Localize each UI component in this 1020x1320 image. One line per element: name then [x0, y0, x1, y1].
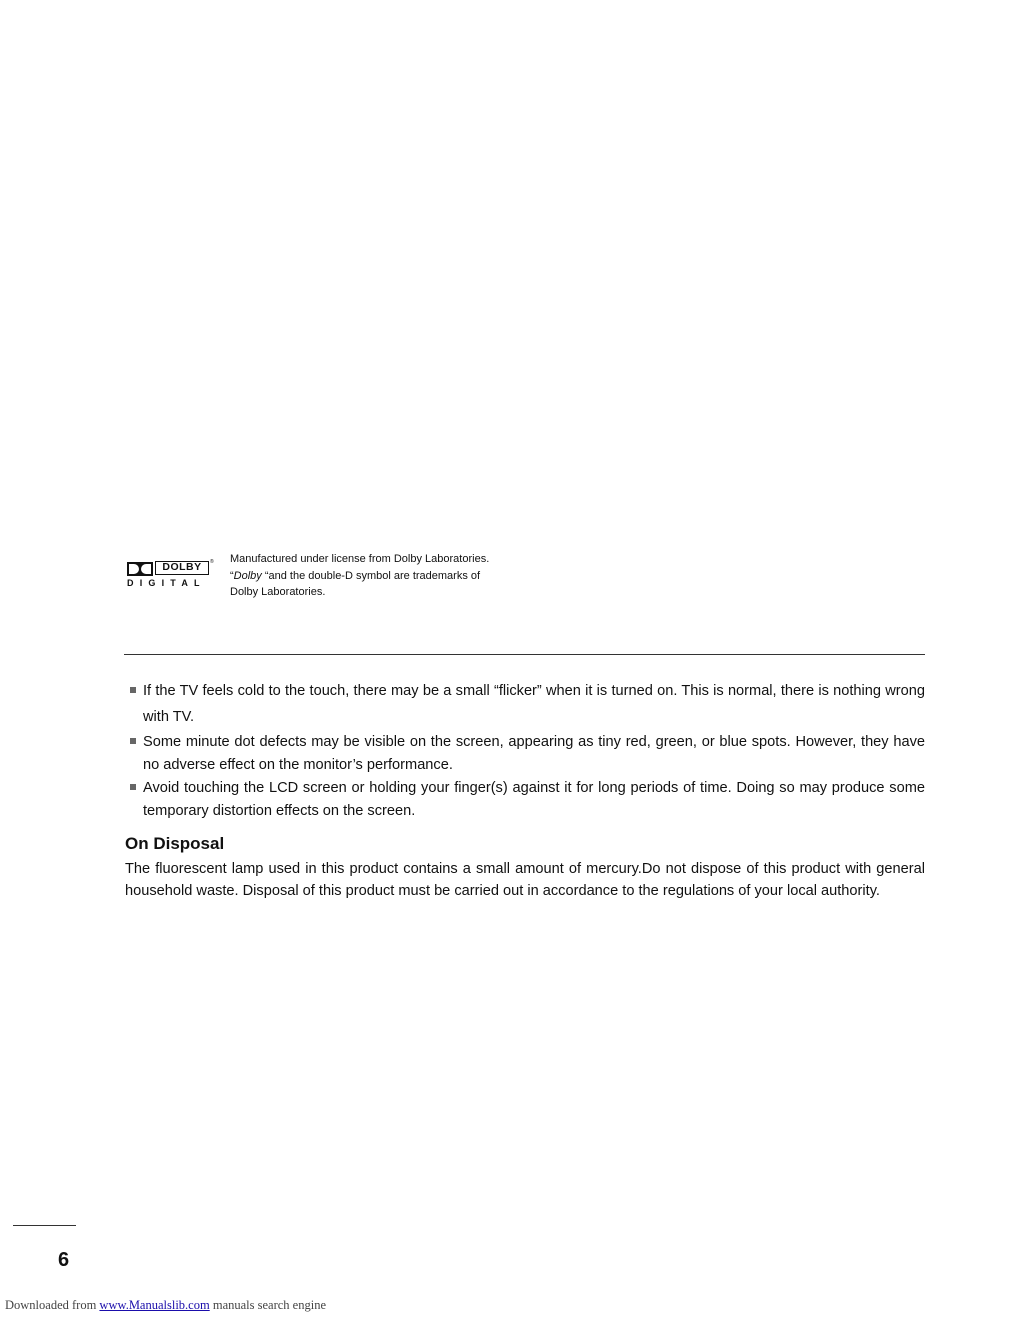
registered-mark: ® — [210, 559, 214, 565]
caution-list — [125, 679, 925, 822]
list-item — [125, 777, 925, 822]
dolby-notice — [125, 551, 505, 601]
list-item-text: Avoid touching the LCD screen or holding your finger(s) against it for long periods of time. Doing so may produce some temporary distortion effects on the screen. — [143, 780, 925, 819]
list-item — [125, 731, 925, 776]
trademark-text: “and the double-D symbol are trademarks of — [261, 569, 481, 582]
disposal-paragraph: The fluorescent lamp used in this product contains a small amount of mercury.Do not dispose of this product with general household waste. Disposal of this product must be carried out in accordance to the regulations of your local authority. — [125, 861, 925, 900]
footer-suffix: manuals search engine — [209, 1298, 326, 1312]
dolby-license-text — [230, 551, 505, 601]
page-number-rule — [13, 1225, 76, 1226]
download-footer — [5, 1298, 326, 1313]
double-d-icon — [127, 562, 153, 576]
dolby-digital-logo — [125, 561, 217, 591]
bullet-square-icon — [130, 738, 136, 744]
dolby-line-1: Manufactured under license from Dolby Laboratories. — [230, 553, 490, 565]
list-item — [125, 679, 925, 730]
dolby-digital-label: DIGITAL — [127, 578, 206, 588]
section-heading: On Disposal — [125, 834, 225, 853]
page-number: 6 — [58, 1249, 70, 1271]
bullet-square-icon — [130, 784, 136, 790]
footer-prefix: Downloaded from — [5, 1298, 100, 1312]
dolby-wordmark: DOLBY — [155, 561, 209, 575]
list-item-text: If the TV feels cold to the touch, there may be a small “flicker” when it is turned on. This is normal, there is nothing wrong with TV. — [143, 683, 925, 725]
manualslib-link[interactable]: www.Manualslib.com — [99, 1298, 210, 1312]
bullet-square-icon — [130, 687, 136, 693]
list-item-text: Some minute dot defects may be visible on the screen, appearing as tiny red, green, or blue spots. However, they have no adverse effect on the monitor’s performance. — [143, 734, 925, 773]
section-divider — [124, 654, 925, 655]
dolby-line-3: Dolby Laboratories. — [230, 586, 326, 598]
dolby-line-2 — [230, 568, 505, 585]
open-quote: “ — [230, 569, 234, 582]
dolby-italic: Dolby — [233, 569, 262, 582]
